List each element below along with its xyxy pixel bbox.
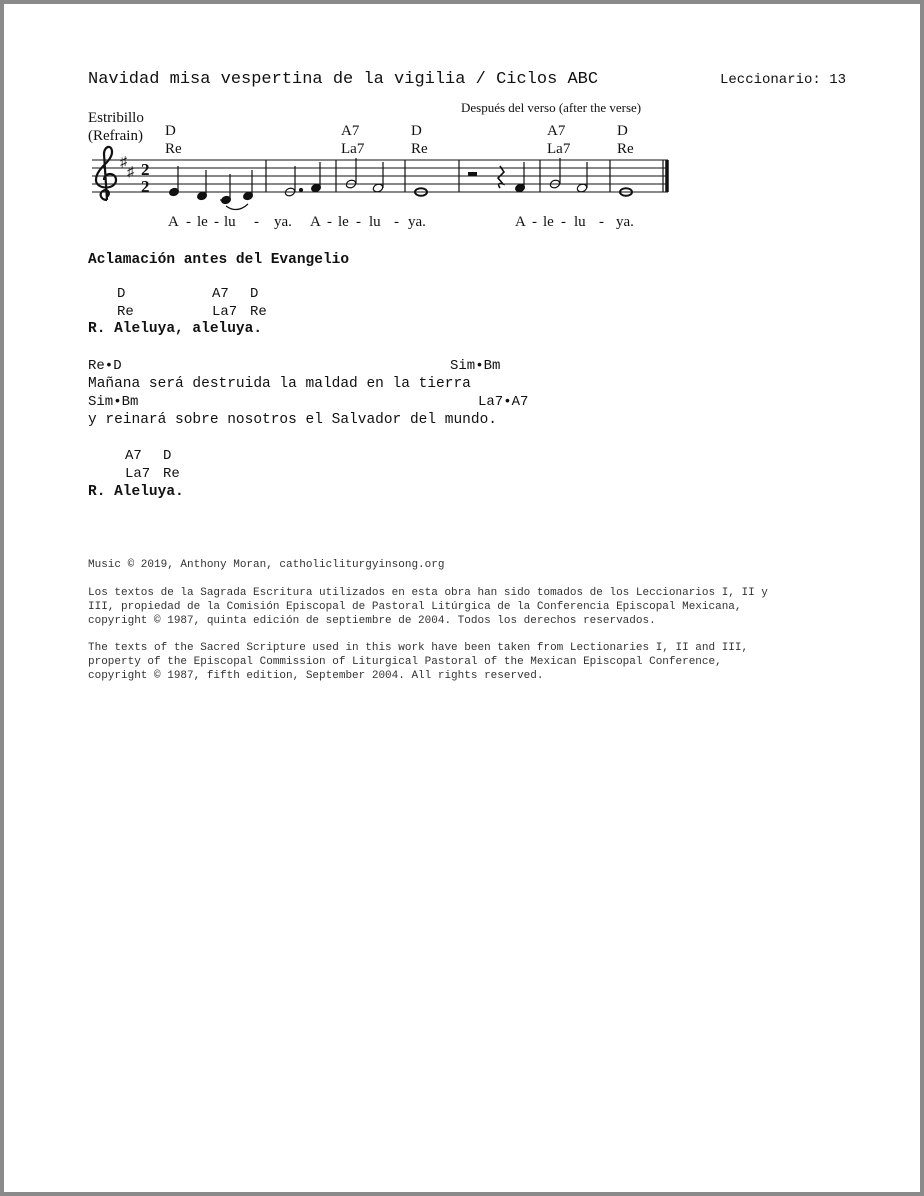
syllable: ya. xyxy=(408,214,426,230)
verse-chord: Sim•Bm xyxy=(88,394,139,410)
chord-label-2-es: La7 xyxy=(341,141,365,157)
chord-label-2-en: A7 xyxy=(341,123,360,139)
syllable-hyphen: - xyxy=(532,214,537,230)
syllable-hyphen: - xyxy=(254,214,259,230)
refrain-label-en: (Refrain) xyxy=(88,128,143,144)
syllable-hyphen: - xyxy=(327,214,332,230)
chord-label-3-es: Re xyxy=(411,141,428,157)
copyright-es-line: copyright © 1987, quinta edición de septiembre de 2004. Todos los derechos reservados. xyxy=(88,615,656,627)
syllable-hyphen: - xyxy=(561,214,566,230)
response-chord: D xyxy=(163,448,172,464)
syllable-hyphen: - xyxy=(356,214,361,230)
syllable: lu xyxy=(224,214,236,230)
response-chord-es: Re xyxy=(250,304,267,320)
response-chord-es: Re xyxy=(163,466,180,482)
music-copyright: Music © 2019, Anthony Moran, catholicliturgyinsong.org xyxy=(88,559,445,571)
response-chord: A7 xyxy=(212,286,229,302)
response-chord-es: La7 xyxy=(212,304,238,320)
verse-line: y reinará sobre nosotros el Salvador del mundo. xyxy=(88,412,497,428)
time-signature-bottom: 2 xyxy=(141,177,150,196)
lectionary-number: Leccionario: 13 xyxy=(720,72,847,88)
lyrics xyxy=(168,214,634,230)
syllable: lu xyxy=(369,214,381,230)
verse-line: Mañana será destruida la maldad en la tierra xyxy=(88,376,471,392)
sharp-icon: ♯ xyxy=(127,165,134,180)
chord-label-5-es: Re xyxy=(617,141,634,157)
copyright-en-line: property of the Episcopal Commission of Liturgical Pastoral of the Mexican Episcopal Conference, xyxy=(88,656,722,668)
verse-chord: Re•D xyxy=(88,358,122,374)
after-verse-label: Después del verso (after the verse) xyxy=(461,100,642,115)
syllable: lu xyxy=(574,214,586,230)
response-chord: D xyxy=(250,286,259,302)
chord-label-4-en: A7 xyxy=(547,123,566,139)
chord-label-1-en: D xyxy=(165,123,176,139)
refrain-label: Estribillo xyxy=(88,110,144,126)
section-heading: Aclamación antes del Evangelio xyxy=(88,252,350,268)
chord-label-4-es: La7 xyxy=(547,141,571,157)
copyright-en-line: The texts of the Sacred Scripture used in this work have been taken from Lectionaries I, II and III, xyxy=(88,642,749,654)
syllable-hyphen: - xyxy=(214,214,219,230)
copyright-en-line: copyright © 1987, fifth edition, September 2004. All rights reserved. xyxy=(88,670,544,682)
syllable-hyphen: - xyxy=(186,214,191,230)
syllable: A xyxy=(310,214,321,230)
syllable-hyphen: - xyxy=(394,214,399,230)
verse-chord: Sim•Bm xyxy=(450,358,501,374)
syllable: ya. xyxy=(274,214,292,230)
music-score xyxy=(4,4,920,244)
response-chord-es: Re xyxy=(117,304,134,320)
copyright-es-line: III, propiedad de la Comisión Episcopal de Pastoral Litúrgica de la Conferencia Episcopal Mexicana, xyxy=(88,601,742,613)
page-title: Navidad misa vespertina de la vigilia / Ciclos ABC xyxy=(88,70,599,89)
response-chord-es: La7 xyxy=(125,466,151,482)
response-text: R. Aleluya, aleluya. xyxy=(88,321,263,337)
syllable: ya. xyxy=(616,214,634,230)
response-chord: A7 xyxy=(125,448,142,464)
chord-label-1-es: Re xyxy=(165,141,182,157)
syllable-hyphen: - xyxy=(599,214,604,230)
copyright-es-line: Los textos de la Sagrada Escritura utilizados en esta obra han sido tomados de los Leccionarios I, II y xyxy=(88,587,768,599)
sharp-icon: ♯ xyxy=(120,155,127,170)
chord-label-5-en: D xyxy=(617,123,628,139)
syllable: le xyxy=(338,214,349,230)
syllable: A xyxy=(168,214,179,230)
time-signature-top: 2 xyxy=(141,160,150,179)
verse-chord: La7•A7 xyxy=(478,394,529,410)
syllable: A xyxy=(515,214,526,230)
response-text: R. Aleluya. xyxy=(88,484,184,500)
syllable: le xyxy=(197,214,208,230)
response-chord: D xyxy=(117,286,126,302)
page xyxy=(4,4,920,1192)
syllable: le xyxy=(543,214,554,230)
chord-label-3-en: D xyxy=(411,123,422,139)
